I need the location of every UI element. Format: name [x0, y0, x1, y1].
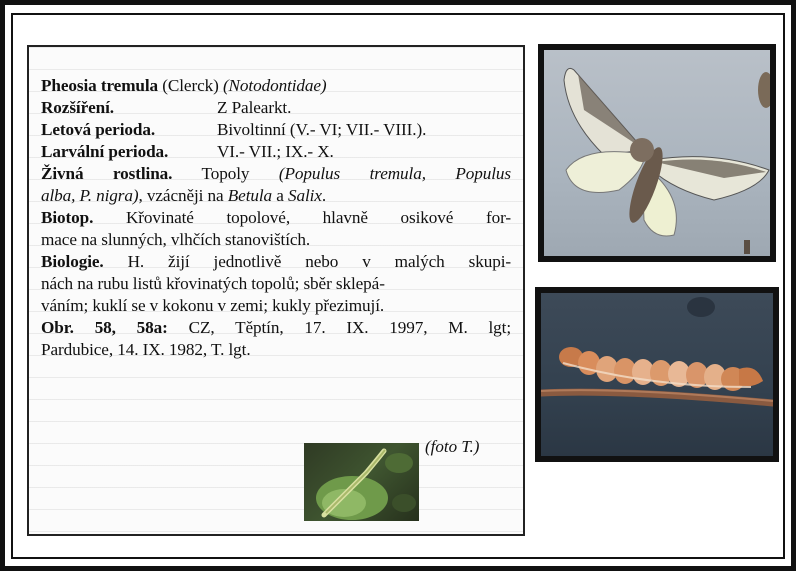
- host-plant-label: Živná rostlina.: [41, 164, 173, 183]
- larval-period-value: VI.- VII.; IX.- X.: [217, 142, 334, 161]
- figures-line-2: [41, 339, 511, 361]
- host-plant-italic-3: Betula: [227, 186, 273, 205]
- host-plant-italic-1: (Populus tremula, Populus: [278, 164, 512, 183]
- caterpillar-photo-frame: [535, 287, 779, 462]
- host-plant-text-1: Topoly: [201, 164, 250, 183]
- species-family: (Notodontidae): [222, 76, 327, 95]
- distribution-row: [41, 97, 511, 119]
- host-plant-text-4: .: [321, 186, 327, 205]
- biotope-line-1: [41, 207, 511, 229]
- larval-period-row: [41, 141, 511, 163]
- host-plant-text-3: a: [276, 186, 284, 205]
- biology-line-2: [41, 273, 511, 295]
- biology-line-3: [41, 295, 511, 317]
- caterpillar-photo: [541, 293, 773, 456]
- biology-text-2: nách na rubu listů křovinatých topolů; sběr sklepá-: [41, 274, 385, 293]
- biology-text-3: váním; kuklí se v kokonu v zemi; kukly přezimují.: [41, 296, 385, 315]
- host-plant-line-1: [41, 163, 511, 185]
- biotope-text-2: mace na slunných, vlhčích stanovištích.: [41, 230, 311, 249]
- caterpillar-image: [541, 293, 773, 456]
- larval-period-label: Larvální perioda.: [41, 142, 169, 161]
- photo-credit: (foto T.): [425, 437, 480, 456]
- species-author: (Clerck): [162, 76, 219, 95]
- biotope-text-1: Křovinaté topolové, hlavně osikové for-: [125, 208, 511, 227]
- biotope-line-2: [41, 229, 511, 251]
- species-description: [41, 75, 511, 361]
- species-heading: [41, 75, 511, 97]
- moth-image: [544, 50, 770, 256]
- host-plant-line-2: [41, 185, 511, 207]
- biology-line-1: [41, 251, 511, 273]
- flight-period-row: [41, 119, 511, 141]
- larva-on-leaf-photo: [304, 443, 419, 521]
- figures-line-1: [41, 317, 511, 339]
- flight-period-value: Bivoltinní (V.- VI; VII.- VIII.).: [217, 120, 427, 139]
- biology-text-1: H. žijí jednotlivě nebo v malých skupi-: [127, 252, 511, 271]
- distribution-label: Rozšíření.: [41, 98, 114, 117]
- larva-on-leaf-image: [304, 443, 419, 521]
- figures-text-2: Pardubice, 14. IX. 1982, T. lgt.: [41, 340, 251, 359]
- figures-text-1: CZ, Těptín, 17. IX. 1997, M. lgt;: [188, 318, 512, 337]
- host-plant-italic-2: alba, P. nigra): [41, 186, 139, 205]
- host-plant-italic-4: Salix: [287, 186, 322, 205]
- host-plant-text-2: , vzácněji na: [138, 186, 224, 205]
- moth-photo: [544, 50, 770, 256]
- figures-label: Obr. 58, 58a:: [41, 318, 168, 337]
- flight-period-label: Letová perioda.: [41, 120, 156, 139]
- species-text-box: [27, 45, 525, 536]
- distribution-value: Z Palearkt.: [217, 98, 292, 117]
- biotope-label: Biotop.: [41, 208, 94, 227]
- species-name: Pheosia tremula: [41, 76, 159, 95]
- moth-photo-frame: [538, 44, 776, 262]
- biology-label: Biologie.: [41, 252, 104, 271]
